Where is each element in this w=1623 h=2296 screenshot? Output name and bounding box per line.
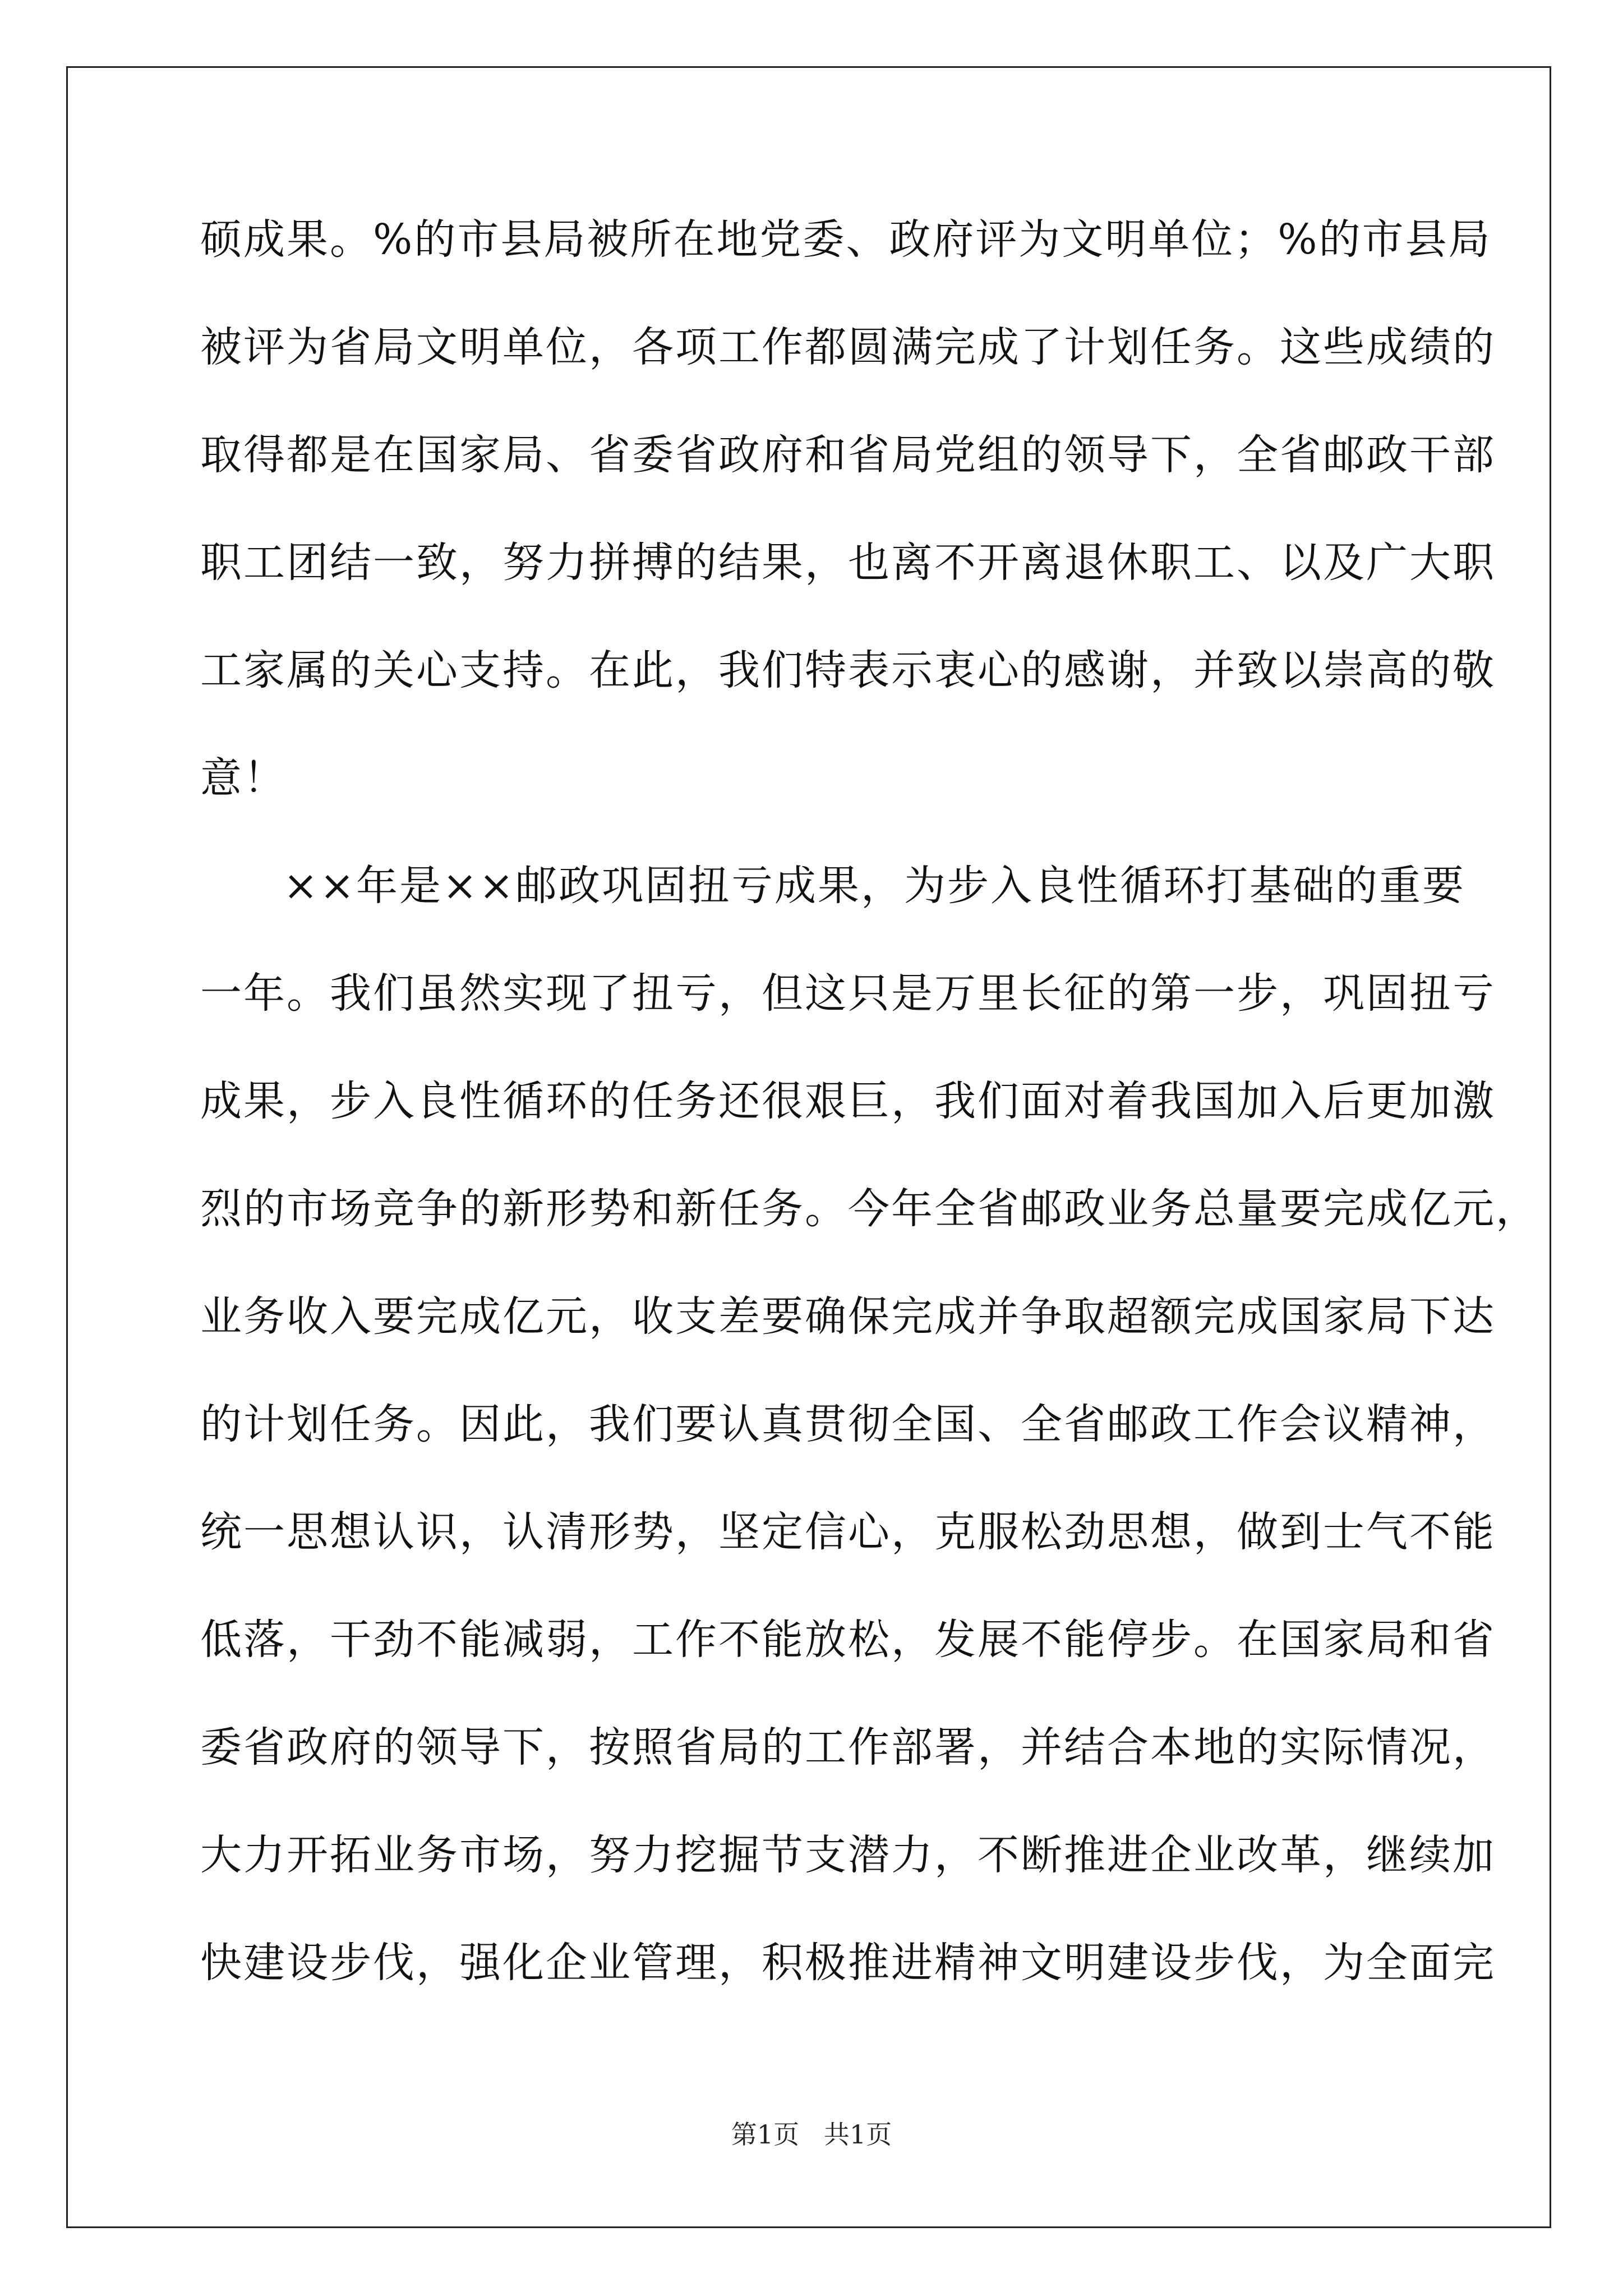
document-body: [200, 215, 1539, 2050]
text-line: ××年是××邮政巩固扭亏成果，为步入良性循环打基础的重要: [283, 862, 1466, 910]
text-line: 硕成果。%的市县局被所在地党委、政府评为文明单位；%的市县局: [200, 215, 1492, 264]
text-line: 成果，步入良性循环的任务还很艰巨，我们面对着我国加入后更加激: [200, 1077, 1496, 1125]
text-line: 的计划任务。因此，我们要认真贯彻全国、全省邮政工作会议精神，: [200, 1400, 1496, 1448]
text-line: 一年。我们虽然实现了扭亏，但这只是万里长征的第一步，巩固扭亏: [200, 969, 1496, 1018]
text-line: 委省政府的领导下，按照省局的工作部署，并结合本地的实际情况，: [200, 1723, 1496, 1772]
text-line: 意！: [200, 754, 287, 802]
text-line: 低落，干劲不能减弱，工作不能放松，发展不能停步。在国家局和省: [200, 1616, 1496, 1664]
text-line: 被评为省局文明单位，各项工作都圆满完成了计划任务。这些成绩的: [200, 323, 1496, 371]
text-line: 取得都是在国家局、省委省政府和省局党组的领导下，全省邮政干部: [200, 431, 1496, 479]
paragraph-1: [200, 215, 1496, 865]
text-line: 职工团结一致，努力拼搏的结果，也离不开离退休职工、以及广大职: [200, 539, 1496, 587]
text-line: 业务收入要完成亿元，收支差要确保完成并争取超额完成国家局下达: [200, 1292, 1496, 1341]
text-line: 工家属的关心支持。在此，我们特表示衷心的感谢，并致以崇高的敬: [200, 646, 1496, 694]
text-line: 烈的市场竞争的新形势和新任务。今年全省邮政业务总量要完成亿元，: [200, 1185, 1539, 1233]
text-line: 大力开拓业务市场，努力挖掘节支潜力，不断推进企业改革，继续加: [200, 1831, 1496, 1879]
paragraph-2: [200, 862, 1539, 2050]
text-line: 快建设步伐，强化企业管理，积极推进精神文明建设步伐，为全面完: [200, 1939, 1496, 1987]
page-number-footer: 第1页 共1页: [731, 2119, 892, 2150]
text-line: 统一思想认识，认清形势，坚定信心，克服松劲思想，做到士气不能: [200, 1508, 1496, 1556]
